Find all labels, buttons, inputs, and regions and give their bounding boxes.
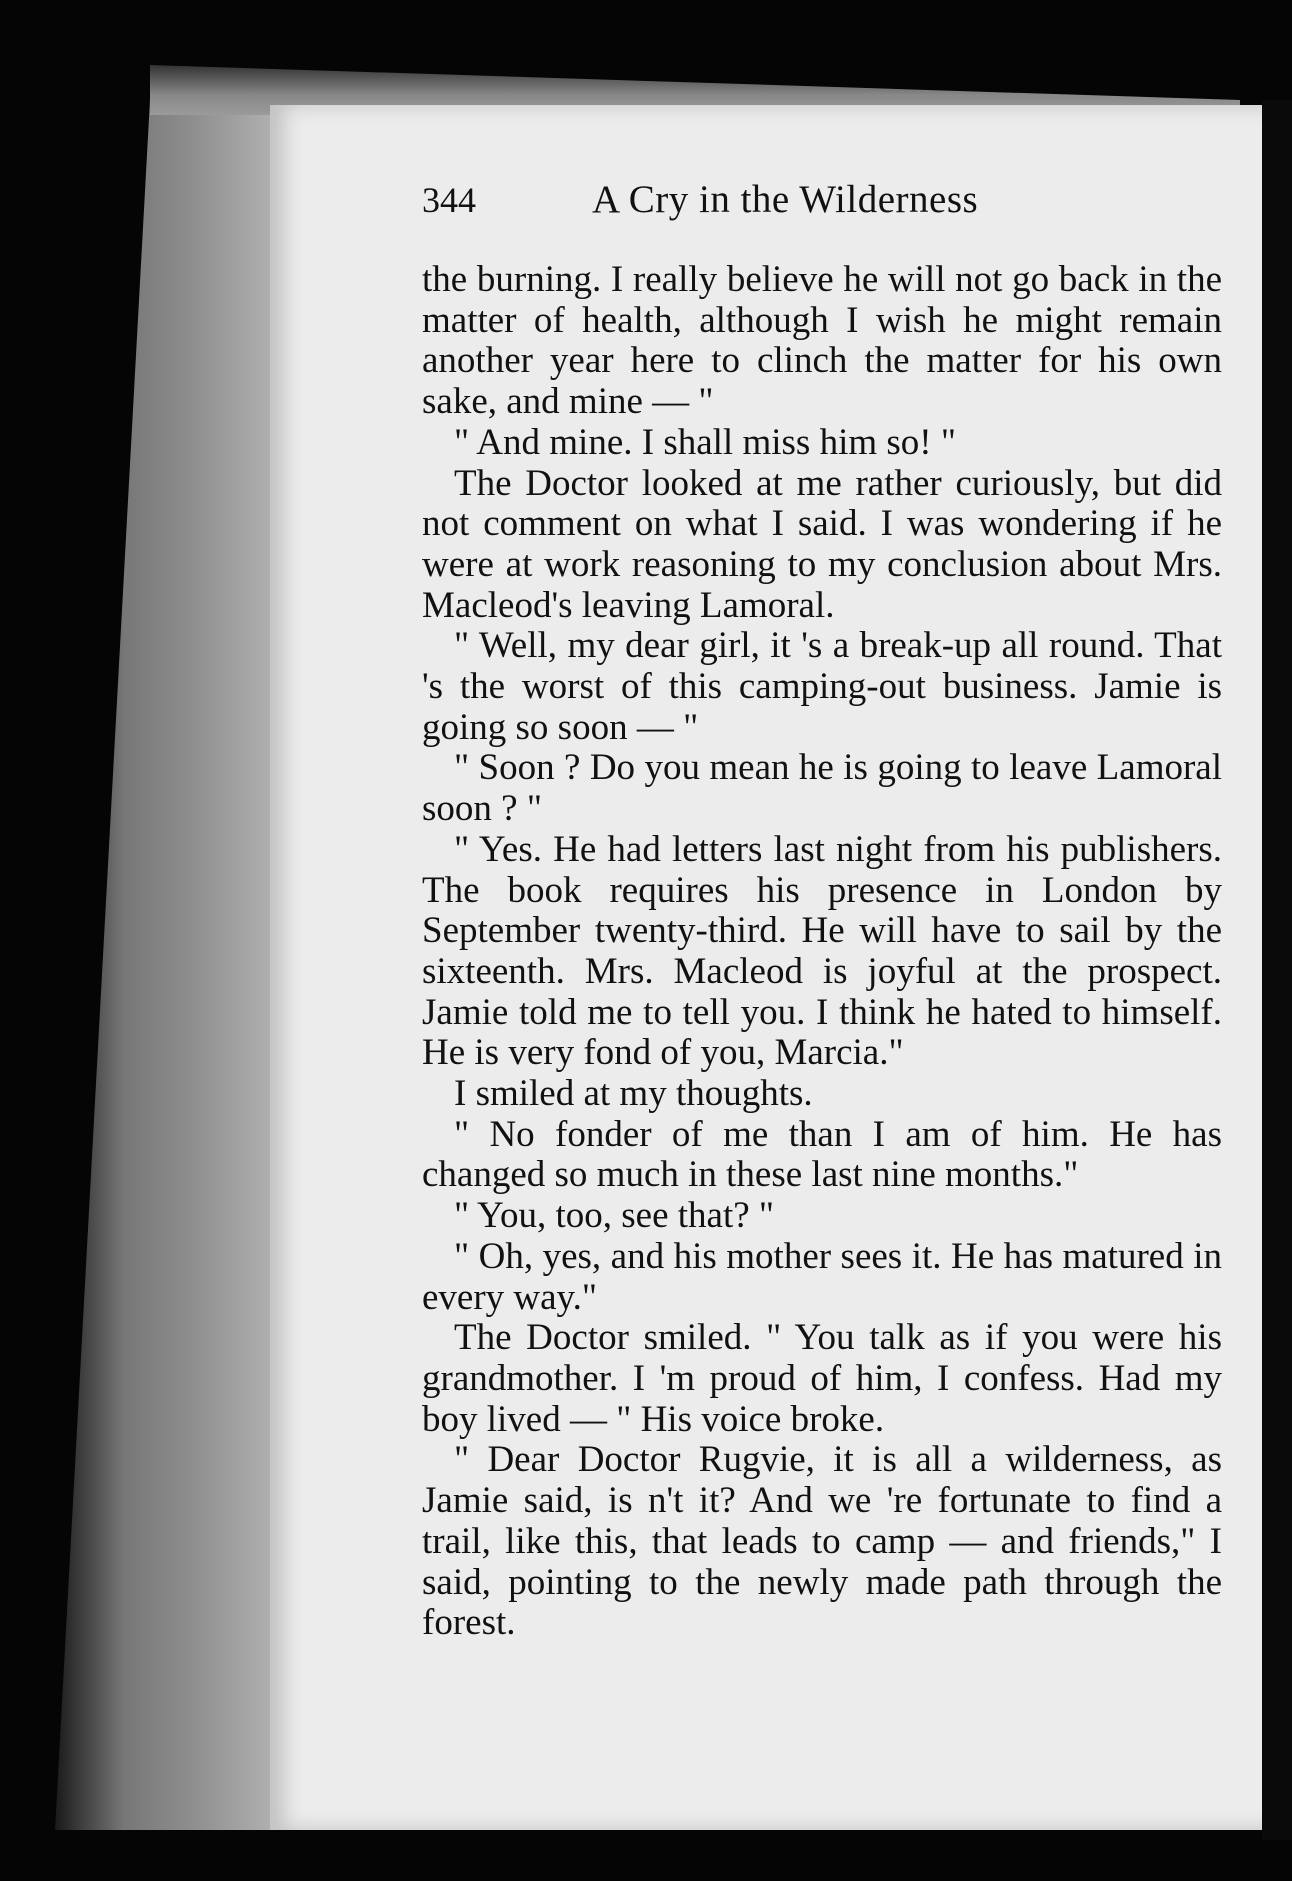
paragraph: I smiled at my thoughts. — [454, 1073, 813, 1115]
right-margin-shadow — [1262, 100, 1292, 1840]
paragraph: " Well, my dear girl, it 's a break-up all round. That 's the worst of this camping-out business. Jamie is going so soon — " — [422, 625, 1222, 748]
book-page-edges — [55, 100, 285, 1830]
paragraph: " No fonder of me than I am of him. He has changed so much in these last nine months." — [422, 1113, 1222, 1196]
paragraph: the burning. I really believe he will not go back in the matter of health, although I wish he might remain another year here to clinch the matter for his own sake, and mine — " — [422, 259, 1222, 423]
paragraph: " Yes. He had letters last night from his publishers. The book requires his presence in London by September twenty-third. He will have to sail by the sixteenth. Mrs. Macleod is joyful at the prospect. Jamie told me to tell you. I think he hated to himself. He is very fond of you, Marcia." — [422, 828, 1222, 1074]
page-text-block — [422, 180, 1222, 1644]
page-number: 344 — [422, 180, 476, 220]
running-title: A Cry in the Wilderness — [592, 178, 979, 221]
paragraph: The Doctor smiled. " You talk as if you were his grandmother. I 'm proud of him, I confess. Had my boy lived — " His voice broke. — [422, 1317, 1222, 1440]
page-header — [422, 180, 1222, 260]
paragraph: " You, too, see that? " — [454, 1195, 775, 1237]
paragraph: " Dear Doctor Rugvie, it is all a wilderness, as Jamie said, is n't it? And we 're fortunate to find a trail, like this, that leads to camp — and friends," I said, pointing to the newly made path through the forest. — [422, 1439, 1222, 1644]
paragraph: The Doctor looked at me rather curiously, but did not comment on what I said. I was wondering if he were at work reasoning to my conclusion about Mrs. Macleod's leaving Lamoral. — [422, 462, 1222, 626]
paragraph: " And mine. I shall miss him so! " — [454, 421, 956, 463]
paragraph: " Soon ? Do you mean he is going to leave Lamoral soon ? " — [422, 747, 1222, 830]
paragraph: " Oh, yes, and his mother sees it. He has matured in every way." — [422, 1235, 1222, 1318]
